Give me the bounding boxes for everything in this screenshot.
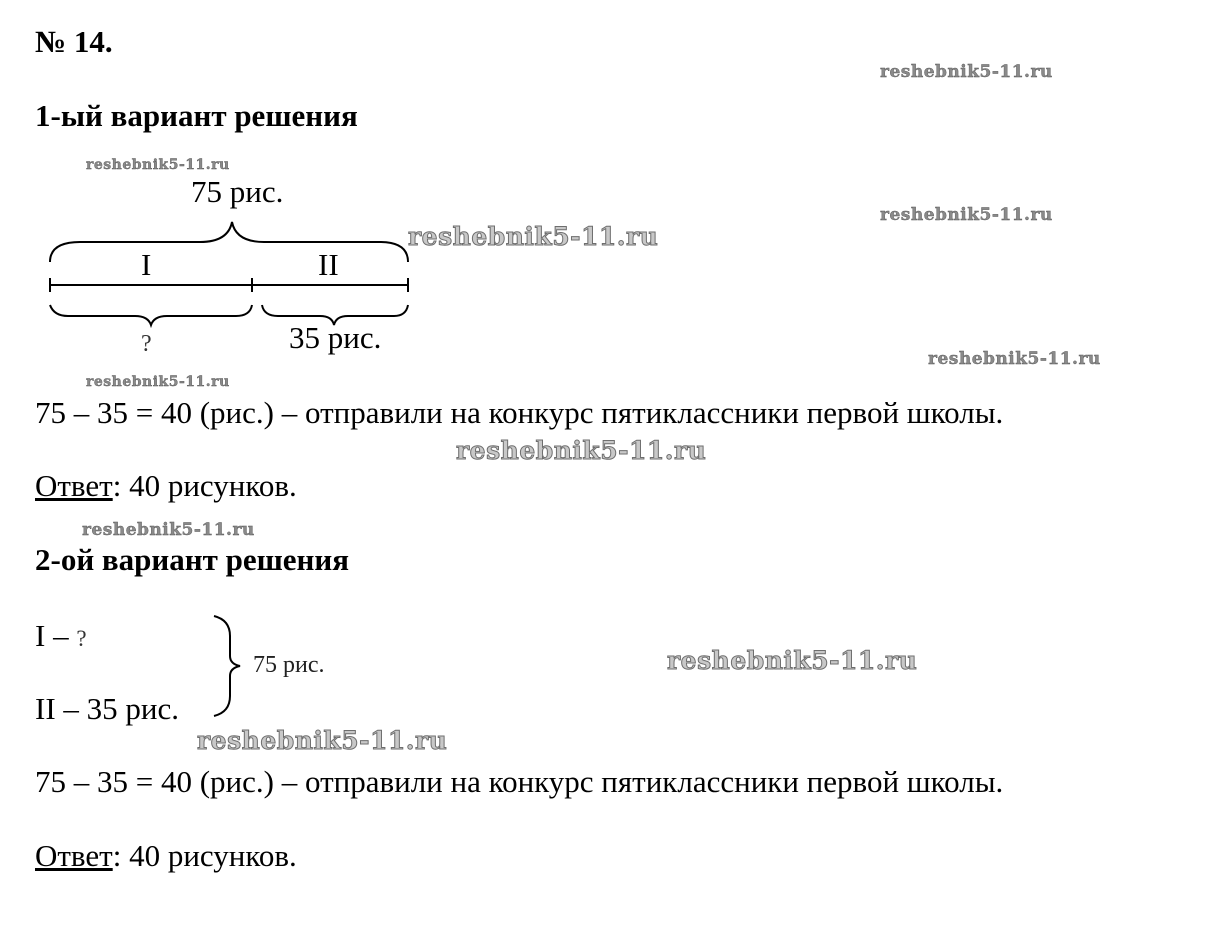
variant2-row1	[35, 618, 87, 654]
variant2-row2: II – 35 рис.	[35, 691, 179, 726]
part2-label: II	[318, 247, 339, 282]
watermark-text: reshebnik5-11.ru	[880, 62, 1053, 82]
variant2-total-label: 75 рис.	[253, 652, 325, 678]
variant1-heading: 1-ый вариант решения	[35, 98, 358, 133]
unknown-label: ?	[141, 331, 152, 357]
answer-label: Ответ	[35, 838, 113, 873]
part1-label: I	[141, 247, 152, 282]
watermark-text: reshebnik5-11.ru	[456, 436, 707, 465]
total-label: 75 рис.	[191, 174, 284, 209]
watermark-text: reshebnik5-11.ru	[928, 349, 1101, 369]
row1-unknown: ?	[76, 626, 87, 651]
watermark-text: reshebnik5-11.ru	[880, 205, 1053, 225]
watermark-text: reshebnik5-11.ru	[408, 222, 659, 251]
watermark-text: reshebnik5-11.ru	[86, 157, 230, 173]
variant2-heading: 2-ой вариант решения	[35, 542, 350, 577]
row1-text: I –	[35, 618, 77, 653]
watermark-text: reshebnik5-11.ru	[667, 646, 918, 675]
problem-number: № 14.	[35, 24, 113, 59]
variant2-answer	[35, 838, 297, 874]
watermark-text: reshebnik5-11.ru	[197, 726, 448, 755]
answer-text: : 40 рисунков.	[112, 468, 297, 503]
variant2-equation: 75 – 35 = 40 (рис.) – отправили на конкурс пятиклассники первой школы.	[35, 764, 1004, 799]
watermark-text: reshebnik5-11.ru	[86, 374, 230, 390]
watermark-text: reshebnik5-11.ru	[82, 520, 255, 540]
part2-value-label: 35 рис.	[289, 320, 382, 355]
answer-text: : 40 рисунков.	[112, 838, 297, 873]
unknown-brace	[50, 305, 252, 325]
variant2-brace	[214, 616, 240, 716]
variant1-answer	[35, 468, 297, 504]
variant1-equation: 75 – 35 = 40 (рис.) – отправили на конкурс пятиклассники первой школы.	[35, 395, 1004, 430]
answer-label: Ответ	[35, 468, 113, 503]
total-brace	[50, 222, 408, 262]
